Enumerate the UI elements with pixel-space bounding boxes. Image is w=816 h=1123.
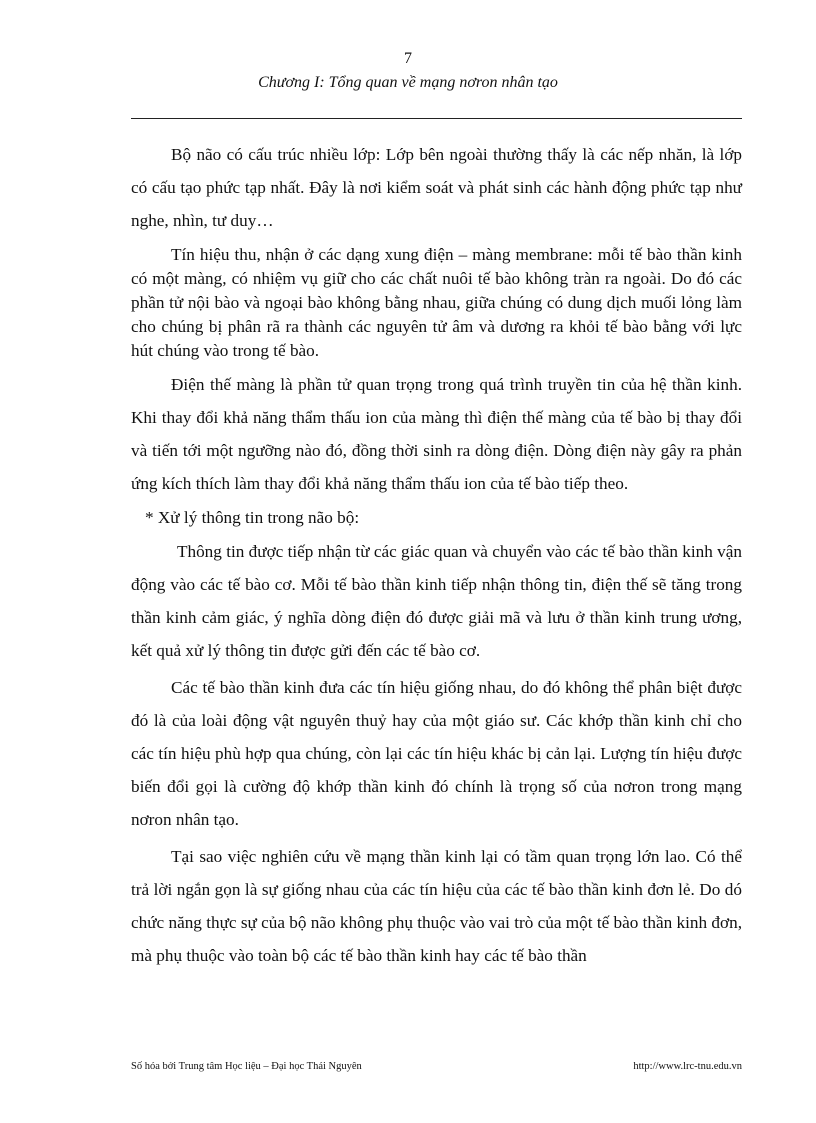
section-heading: * Xử lý thông tin trong não bộ:	[145, 508, 360, 527]
footer-source: Số hóa bởi Trung tâm Học liệu – Đại học Thái Nguyên	[131, 1061, 362, 1072]
paragraph: Tại sao việc nghiên cứu về mạng thần kinh lại có tầm quan trọng lớn lao. Có thể trả lời ngắn gọn là sự giống nhau của các tín hiệu của các tế bào thần kinh đơn lẻ. Do dó chức năng thực sự của bộ não không phụ thuộc vào vai trò của một tế bào thần kinh đơn, mà phụ thuộc vào toàn bộ các tế bào thần kinh hay các tế bào thần	[131, 847, 742, 965]
footer-url: http://www.lrc-tnu.edu.vn	[633, 1061, 742, 1072]
paragraph: Thông tin được tiếp nhận từ các giác quan và chuyển vào các tế bào thần kinh vận động vào các tế bào cơ. Mỗi tế bào thần kinh tiếp nhận thông tin, điện thế sẽ tăng trong thần kinh cảm giác, ý nghĩa dòng điện đó được giải mã và lưu ở thần kinh trung ương, kết quả xử lý thông tin được gửi đến các tế bào cơ.	[131, 542, 742, 660]
paragraph: Các tế bào thần kinh đưa các tín hiệu giống nhau, do đó không thể phân biệt được đó là của loài động vật nguyên thuỷ hay của một giáo sư. Các khớp thần kinh chỉ cho các tín hiệu phù hợp qua chúng, còn lại các tín hiệu khác bị cản lại. Lượng tín hiệu được biến đổi gọi là cường độ khớp thần kinh đó chính là trọng số của nơron trong mạng nơron nhân tạo.	[131, 678, 742, 829]
paragraph: Điện thế màng là phần tử quan trọng trong quá trình truyền tin của hệ thần kinh. Khi thay đổi khả năng thẩm thấu ion của màng thì điện thế màng của tế bào bị thay đổi và tiến tới một ngưỡng nào đó, đồng thời sinh ra dòng điện. Dòng điện này gây ra phản ứng kích thích làm thay đổi khả năng thẩm thấu ion của tế bào tiếp theo.	[131, 375, 742, 493]
paragraph: Bộ não có cấu trúc nhiều lớp: Lớp bên ngoài thường thấy là các nếp nhăn, là lớp có cấu tạo phức tạp nhất. Đây là nơi kiểm soát và phát sinh các hành động phức tạp như nghe, nhìn, tư duy…	[131, 145, 742, 230]
paragraph: Tín hiệu thu, nhận ở các dạng xung điện – màng membrane: mỗi tế bào thần kinh có một màng, có nhiệm vụ giữ cho các chất nuôi tế bào không tràn ra ngoài. Do đó các phần tử nội bào và ngoại bào không bằng nhau, giữa chúng có dung dịch muối lỏng làm cho chúng bị phân rã ra thành các nguyên tử âm và dương ra khỏi tế bào bằng với lực hút chúng vào trong tế bào.	[131, 245, 742, 360]
document-body	[131, 138, 742, 972]
chapter-title: Chương I: Tổng quan về mạng nơron nhân tạo	[258, 74, 558, 91]
page-number: 7	[404, 50, 412, 67]
header-divider	[131, 118, 742, 119]
